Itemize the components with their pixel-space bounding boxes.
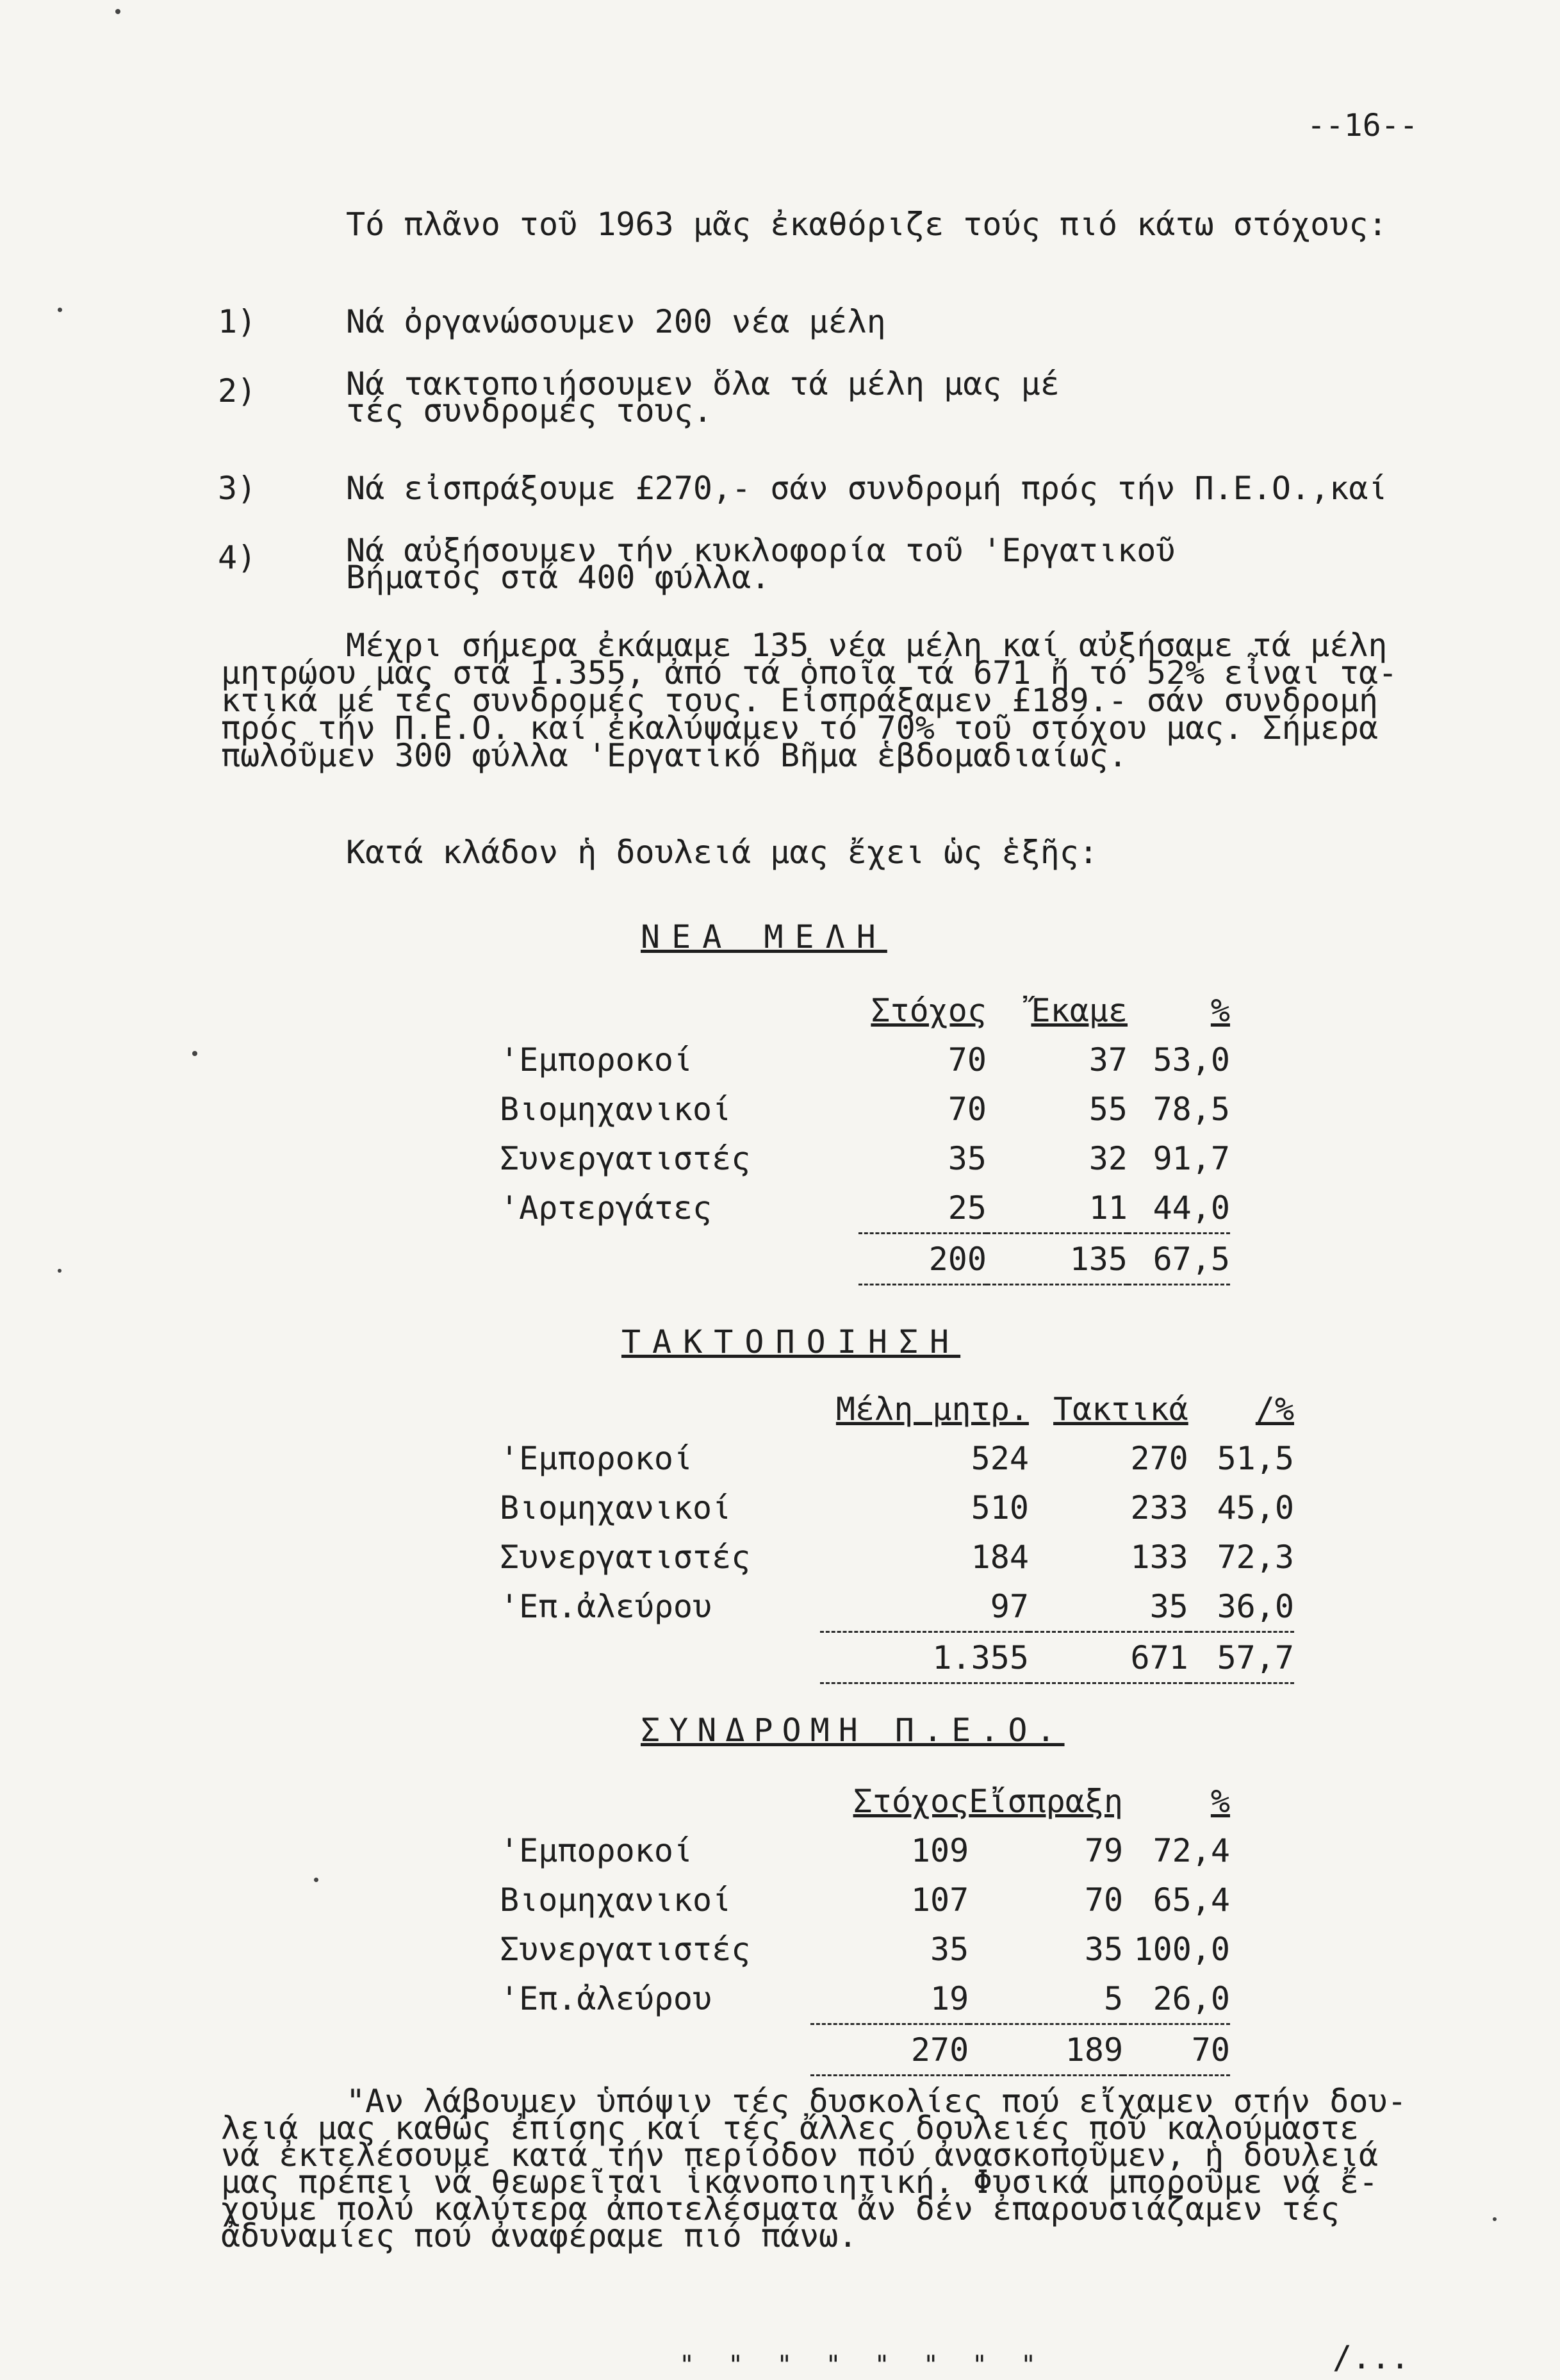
table-row: Βιομηχανικοί 107 70 65,4 bbox=[500, 1881, 1230, 1919]
scan-speck bbox=[115, 9, 120, 14]
intro-line: Κατά κλάδον ἡ δουλειά μας ἔχει ὡς ἑξῆς: bbox=[346, 834, 1098, 871]
scan-speck bbox=[192, 1051, 197, 1056]
col-header: Στόχος bbox=[853, 1782, 969, 1820]
regularization-table bbox=[500, 1384, 1294, 1684]
table-row: Συνεργατιστές 35 32 91,7 bbox=[500, 1139, 1230, 1177]
scan-speck bbox=[1493, 2217, 1497, 2221]
table-header-row bbox=[500, 1384, 1294, 1434]
goal-number: 4) bbox=[218, 539, 257, 576]
table-title-regularization: ΤΑΚΤΟΠΟΙΗΣΗ bbox=[621, 1323, 961, 1360]
table-total-row: 200 135 67,5 bbox=[500, 1234, 1230, 1285]
goal-text: τές συνδρομές τους. bbox=[346, 392, 712, 429]
table-total-row: 1.355 671 57,7 bbox=[500, 1632, 1294, 1683]
col-header: % bbox=[1210, 1782, 1230, 1820]
table-total-row: 270 189 70 bbox=[500, 2024, 1230, 2076]
table-row: 'Εμποροκοί 70 37 53,0 bbox=[500, 1041, 1230, 1078]
goal-text: Νά ὀργανώσουμεν 200 νέα μέλη bbox=[346, 303, 886, 340]
goal-text: Νά τακτοποιήσουμεν ὅλα τά μέλη μας μέ bbox=[346, 365, 1060, 402]
table-row: Συνεργατιστές 35 35 100,0 bbox=[500, 1930, 1230, 1968]
col-header: Τακτικά bbox=[1053, 1390, 1188, 1428]
table-header-row bbox=[500, 986, 1230, 1035]
goal-text: Βήματος στά 400 φύλλα. bbox=[346, 559, 771, 596]
scan-speck bbox=[58, 1269, 62, 1273]
subscription-table bbox=[500, 1776, 1230, 2076]
table-title-new-members: ΝΕΑ ΜΕΛΗ bbox=[641, 918, 887, 955]
col-header: Ἔκαμε bbox=[1031, 991, 1128, 1029]
table-row: Συνεργατιστές 184 133 72,3 bbox=[500, 1538, 1294, 1576]
page-number: --16-- bbox=[1307, 108, 1418, 144]
table-row: 'Εμποροκοί 109 79 72,4 bbox=[500, 1831, 1230, 1869]
table-row: 'Αρτεργάτες 25 11 44,0 bbox=[500, 1183, 1230, 1234]
table-row: Βιομηχανικοί 70 55 78,5 bbox=[500, 1090, 1230, 1128]
goal-number: 1) bbox=[218, 303, 257, 340]
scan-speck bbox=[314, 1878, 318, 1882]
goal-text: Νά εἰσπράξουμε £270,- σάν συνδρομή πρός τήν Π.Ε.Ο.,καί bbox=[346, 470, 1388, 507]
scan-speck bbox=[58, 308, 62, 312]
goal-text: Νά αὐξήσουμεν τήν κυκλοφορία τοῦ 'Εργατικοῦ bbox=[346, 532, 1176, 569]
ditto-marks: " " " " " " " " bbox=[679, 2351, 1046, 2380]
continuation-mark: /... bbox=[1333, 2339, 1410, 2376]
table-row: 'Επ.ἀλεύρου 97 35 36,0 bbox=[500, 1582, 1294, 1632]
col-header: % bbox=[1210, 991, 1230, 1029]
heading: Τό πλᾶνο τοῦ 1963 μᾶς ἐκαθόριζε τούς πιό κάτω στόχους: bbox=[346, 206, 1388, 243]
col-header: Στόχος bbox=[871, 991, 987, 1029]
summary-paragraph: Μέχρι σήμερα ἐκάμαμε 135 νέα μέλη καί αὐξήσαμε τά μέλη μητρώου μας στά 1.355, ἀπό τά ὁποῖα τά 671 ἤ τό 52% εἶναι τα- κτικά μέ τές συνδρομές τους. Εἰσπράξαμεν £189.- σάν συνδρομή πρός τήν Π.Ε.Ο. καί ἐκαλύψαμεν τό 70% τοῦ στόχου μας. Σήμερα πωλοῦμεν 300 φύλλα 'Εργατικό Βῆμα ἑβδομαδιαίως. bbox=[221, 627, 1398, 774]
col-header: Εἴσπραξη bbox=[969, 1782, 1124, 1820]
table-header-row bbox=[500, 1776, 1230, 1826]
goal-number: 2) bbox=[218, 372, 257, 409]
goal-number: 3) bbox=[218, 470, 257, 507]
table-row: 'Εμποροκοί 524 270 51,5 bbox=[500, 1439, 1294, 1477]
table-title-subscription: ΣΥΝΔΡΟΜΗ Π.Ε.Ο. bbox=[641, 1712, 1065, 1749]
col-header: /% bbox=[1255, 1390, 1294, 1428]
conclusion-paragraph: "Αν λάβουμεν ὑπόψιν τές δυσκολίες πού εἴχαμεν στήν δου- λειά μας καθώς ἐπίσης καί τές ἄλλες δουλειές πού καλούμαστε νά ἐκτελέσουμε κατά τήν περίοδον πού ἀνασκοποῦμεν, ἡ δουλειά μας πρέπει νά θεωρεῖται ἱκανοποιητική. Φυσικά μποροῦμε νά ἔ- χουμε πολύ καλύτερα ἀποτελέσματα ἄν δέν ἐπαρουσιάζαμεν τές ἀδυναμίες πού ἀναφέραμε πιό πάνω. bbox=[221, 2083, 1407, 2254]
col-header: Μέλη μητρ. bbox=[835, 1390, 1029, 1428]
table-row: 'Επ.ἀλεύρου 19 5 26,0 bbox=[500, 1974, 1230, 2024]
table-row: Βιομηχανικοί 510 233 45,0 bbox=[500, 1489, 1294, 1526]
new-members-table bbox=[500, 986, 1230, 1285]
